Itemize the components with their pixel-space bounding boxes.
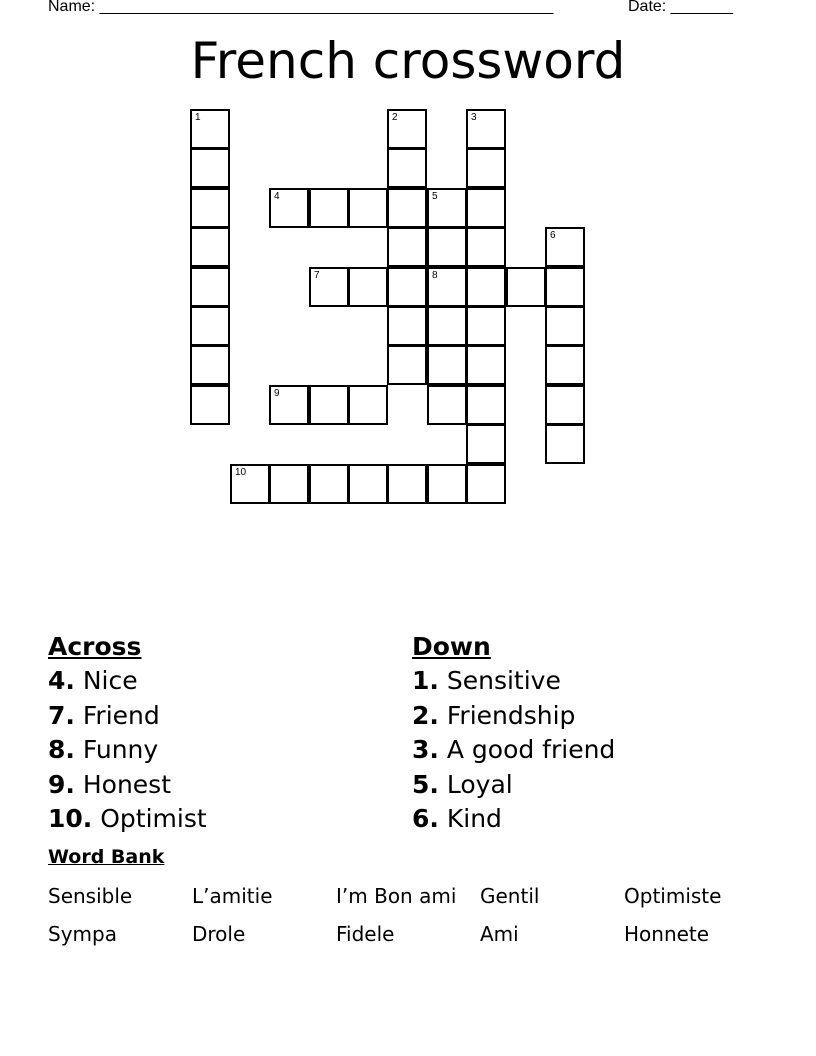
crossword-cell[interactable]	[466, 109, 506, 149]
cell-number: 10	[235, 467, 247, 478]
crossword-cell[interactable]	[309, 267, 349, 307]
crossword-cell[interactable]	[190, 385, 230, 425]
crossword-cell[interactable]	[190, 306, 230, 346]
crossword-cell[interactable]	[466, 424, 506, 464]
clue-text: Friendship	[446, 700, 576, 730]
crossword-cell[interactable]	[269, 464, 309, 504]
cell-number: 1	[195, 112, 201, 123]
crossword-cell[interactable]	[348, 267, 388, 307]
crossword-cell[interactable]	[309, 385, 349, 425]
crossword-cell[interactable]	[348, 188, 388, 228]
clue-number: 10.	[48, 804, 93, 833]
cell-number: 5	[432, 191, 438, 202]
crossword-cell[interactable]	[466, 148, 506, 188]
clue-down-3	[412, 733, 615, 768]
crossword-cell[interactable]	[545, 306, 585, 346]
crossword-cell[interactable]	[387, 306, 427, 346]
cell-number: 7	[314, 270, 320, 281]
crossword-cell[interactable]	[466, 306, 506, 346]
crossword-cell[interactable]	[348, 464, 388, 504]
crossword-cell[interactable]	[190, 227, 230, 267]
clue-text: Kind	[446, 804, 502, 833]
crossword-cell[interactable]	[387, 345, 427, 385]
clue-number: 8.	[48, 735, 75, 764]
clue-number: 1.	[412, 666, 439, 695]
word-bank-item: Drole	[192, 922, 246, 946]
clue-across-7	[48, 699, 207, 734]
cell-number: 2	[392, 112, 398, 123]
crossword-cell[interactable]	[545, 385, 585, 425]
crossword-cell[interactable]	[545, 267, 585, 307]
name-field-label[interactable]: Name: ___________________________________________________	[48, 0, 554, 15]
clue-text: A good friend	[446, 735, 616, 764]
cell-number: 8	[432, 270, 438, 281]
crossword-cell[interactable]	[466, 345, 506, 385]
crossword-cell[interactable]	[466, 385, 506, 425]
crossword-cell[interactable]	[387, 227, 427, 267]
clue-across-4	[48, 664, 207, 699]
clue-down-1	[412, 664, 615, 699]
clue-down-6	[412, 802, 615, 837]
clue-down-2	[412, 699, 615, 734]
crossword-cell[interactable]	[190, 109, 230, 149]
crossword-cell[interactable]	[190, 345, 230, 385]
crossword-cell[interactable]	[309, 464, 349, 504]
word-bank-item: Gentil	[480, 884, 540, 908]
across-heading: Across	[48, 632, 142, 661]
down-clues	[412, 630, 615, 837]
word-bank-item: Fidele	[336, 922, 395, 946]
crossword-cell[interactable]	[387, 267, 427, 307]
cell-number: 4	[274, 191, 280, 202]
crossword-cell[interactable]	[427, 227, 467, 267]
clue-number: 7.	[48, 700, 75, 730]
crossword-cell[interactable]	[427, 267, 467, 307]
crossword-cell[interactable]	[466, 464, 506, 504]
crossword-cell[interactable]	[387, 188, 427, 228]
crossword-cell[interactable]	[427, 188, 467, 228]
clue-number: 2.	[412, 700, 439, 730]
crossword-cell[interactable]	[190, 148, 230, 188]
cell-number: 9	[274, 388, 280, 399]
clue-number: 3.	[412, 735, 439, 764]
crossword-cell[interactable]	[309, 188, 349, 228]
crossword-cell[interactable]	[230, 464, 270, 504]
page-title: French crossword	[190, 32, 626, 90]
clue-number: 4.	[48, 666, 75, 695]
date-field-label[interactable]: Date: _______	[628, 0, 733, 15]
word-bank-item: Ami	[480, 922, 519, 946]
word-bank-item: Sensible	[48, 884, 133, 908]
cell-number: 6	[550, 230, 556, 241]
clue-across-8	[48, 733, 207, 768]
down-heading: Down	[412, 632, 491, 661]
crossword-cell[interactable]	[545, 227, 585, 267]
clue-text: Optimist	[100, 804, 207, 833]
clue-down-5	[412, 768, 615, 803]
crossword-cell[interactable]	[427, 345, 467, 385]
word-bank-item: Optimiste	[624, 884, 722, 908]
crossword-cell[interactable]	[387, 109, 427, 149]
crossword-cell[interactable]	[427, 464, 467, 504]
clue-number: 5.	[412, 769, 439, 799]
clue-across-10	[48, 802, 207, 837]
clue-text: Sensitive	[446, 666, 561, 695]
clue-number: 9.	[48, 769, 75, 799]
cell-number: 3	[471, 112, 477, 123]
word-bank-title: Word Bank	[48, 846, 165, 868]
crossword-cell[interactable]	[269, 385, 309, 425]
across-clues	[48, 630, 207, 837]
word-bank-item: Sympa	[48, 922, 117, 946]
crossword-cell[interactable]	[269, 188, 309, 228]
crossword-cell[interactable]	[427, 385, 467, 425]
crossword-cell[interactable]	[506, 267, 546, 307]
crossword-cell[interactable]	[190, 188, 230, 228]
clue-text: Friend	[82, 700, 160, 730]
crossword-cell[interactable]	[387, 464, 427, 504]
crossword-cell[interactable]	[466, 188, 506, 228]
crossword-cell[interactable]	[348, 385, 388, 425]
crossword-cell[interactable]	[545, 424, 585, 464]
crossword-cell[interactable]	[466, 227, 506, 267]
clue-number: 6.	[412, 804, 439, 833]
crossword-cell[interactable]	[190, 267, 230, 307]
clue-text: Honest	[82, 769, 172, 799]
crossword-cell[interactable]	[387, 148, 427, 188]
word-bank-item: I’m Bon ami	[336, 884, 457, 908]
clue-across-9	[48, 768, 207, 803]
clue-text: Nice	[82, 666, 138, 695]
crossword-cell[interactable]	[545, 345, 585, 385]
crossword-cell[interactable]	[427, 306, 467, 346]
clue-text: Loyal	[446, 769, 513, 799]
crossword-cell[interactable]	[466, 267, 506, 307]
word-bank-item: L’amitie	[192, 884, 273, 908]
word-bank-item: Honnete	[624, 922, 710, 946]
clue-text: Funny	[82, 735, 159, 764]
crossword-grid	[0, 0, 816, 520]
